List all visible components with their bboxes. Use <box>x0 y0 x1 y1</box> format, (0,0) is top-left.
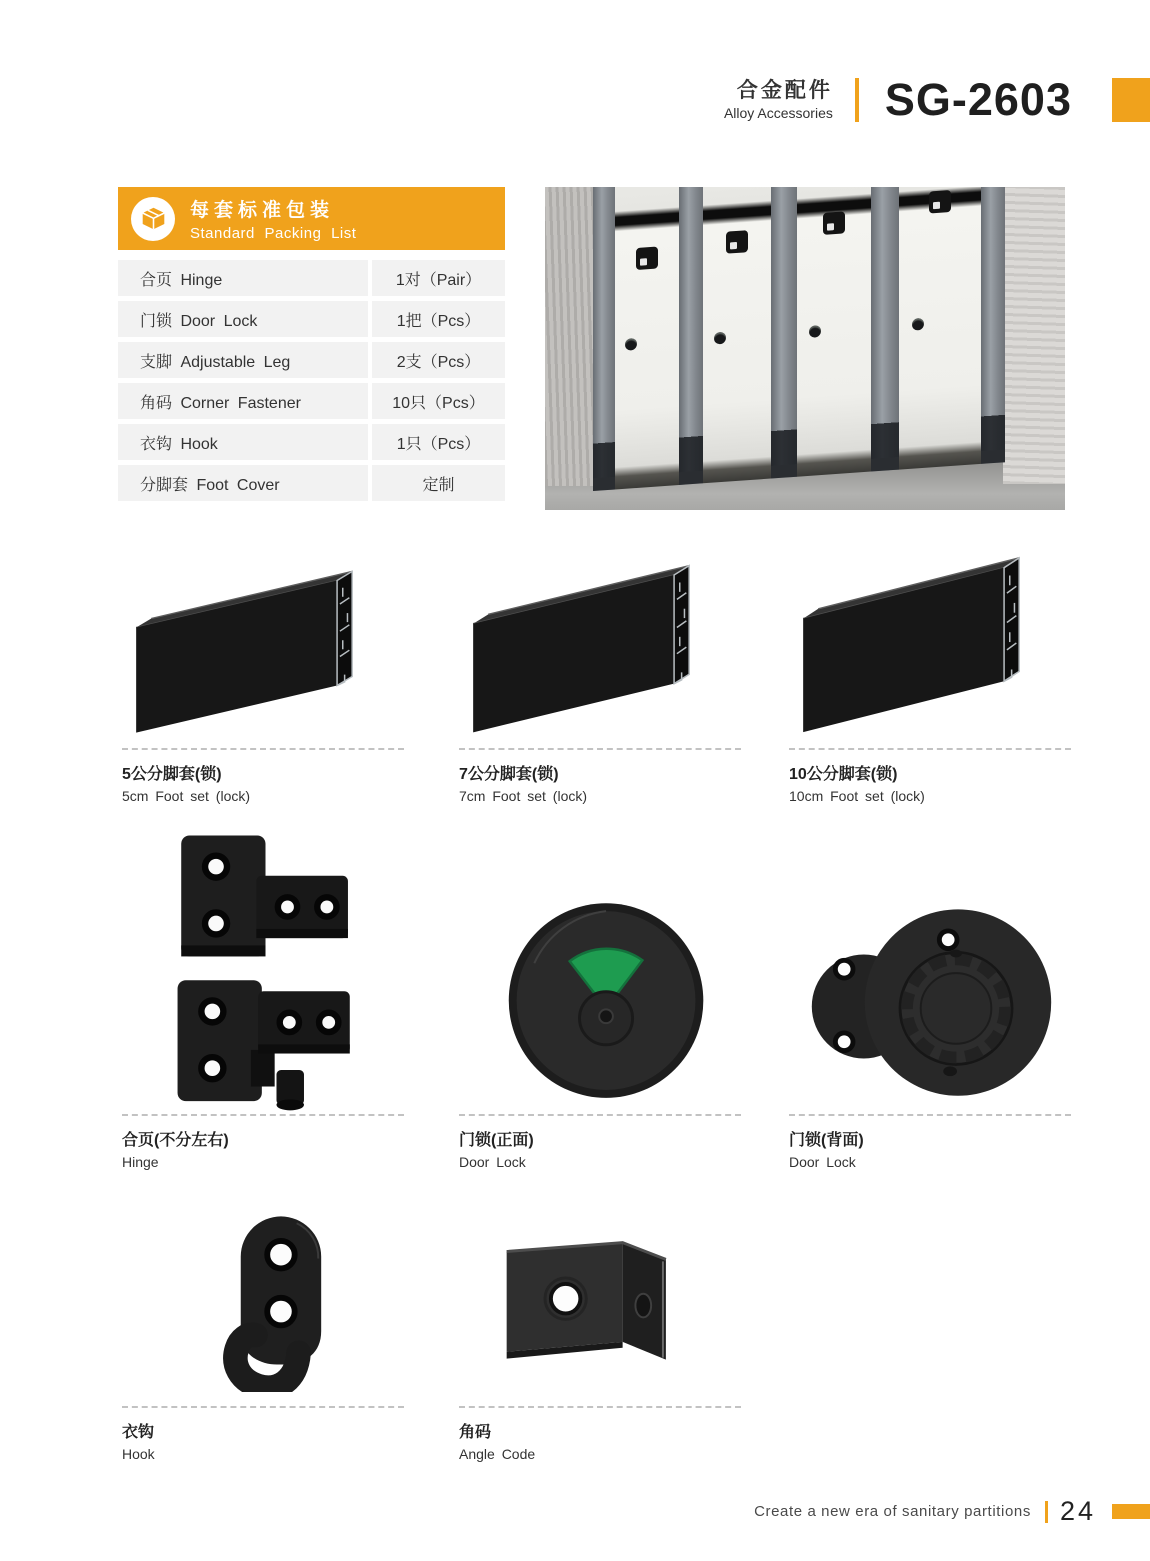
product-label <box>459 748 741 804</box>
door-lock-knob <box>625 338 637 351</box>
qty-cell: 定制 <box>372 465 505 501</box>
product-label <box>122 1406 404 1462</box>
packing-list <box>118 187 505 501</box>
product-image-area <box>122 1128 422 1406</box>
product-name-zh: 7公分脚套(锁) <box>459 766 559 783</box>
footer-divider <box>1045 1501 1048 1523</box>
product-image-area <box>122 826 422 1114</box>
partition-cubicles-photo <box>545 187 1065 510</box>
product-label <box>122 748 404 804</box>
product-hook <box>122 1128 422 1462</box>
footer-slogan: Create a new era of sanitary partitions <box>754 1503 1031 1520</box>
product-foot-set-10cm <box>789 552 1089 804</box>
item-cell: 合页 Hinge <box>118 260 368 296</box>
product-label <box>459 1406 741 1462</box>
partition-row <box>593 187 1005 491</box>
product-label <box>789 748 1071 804</box>
table-row <box>118 342 505 378</box>
item-cell: 角码 Corner Fastener <box>118 383 368 419</box>
door-lock-back-image <box>801 904 1061 1106</box>
packing-titles <box>190 195 356 242</box>
header-divider <box>855 78 859 122</box>
cubicle-door <box>899 187 981 470</box>
product-image-area <box>789 552 1089 748</box>
door-lock-front-image <box>495 898 721 1110</box>
product-image-area <box>459 826 759 1114</box>
category-title-zh: 合金配件 <box>736 78 833 102</box>
right-wall <box>1003 187 1065 484</box>
product-name-zh: 10公分脚套(锁) <box>789 766 898 783</box>
foot-set-profile-image <box>122 566 405 738</box>
product-name-zh: 衣钩 <box>122 1424 155 1441</box>
cubicle-door <box>797 187 871 477</box>
page-number: 24 <box>1059 1496 1096 1526</box>
page-header <box>724 74 1150 126</box>
product-name-zh: 门锁(正面) <box>459 1132 534 1149</box>
packing-table <box>118 260 505 501</box>
product-image-area <box>459 1128 759 1406</box>
door-lock-knob <box>809 325 821 338</box>
product-name-zh: 门锁(背面) <box>789 1132 864 1149</box>
packing-title-zh: 每套标准包装 <box>190 200 335 221</box>
accent-block <box>1112 78 1150 122</box>
product-hinge <box>122 826 422 1170</box>
item-cell: 衣钩 Hook <box>118 424 368 460</box>
item-cell: 支脚 Adjustable Leg <box>118 342 368 378</box>
pilaster <box>981 187 1005 464</box>
pilaster <box>871 187 899 472</box>
table-row <box>118 383 505 419</box>
product-image-area <box>789 826 1089 1114</box>
product-name-zh: 合页(不分左右) <box>122 1132 229 1149</box>
door-lock-knob <box>714 332 726 345</box>
product-label <box>789 1114 1071 1170</box>
product-name-en: Angle Code <box>459 1446 536 1462</box>
table-row <box>118 301 505 337</box>
qty-cell: 1把（Pcs） <box>372 301 505 337</box>
product-name-en: 7cm Foot set (lock) <box>459 788 588 804</box>
packing-list-header <box>118 187 505 250</box>
door-sign <box>636 246 658 270</box>
qty-cell: 1只（Pcs） <box>372 424 505 460</box>
cubicle-door <box>615 187 679 489</box>
product-name-en: 5cm Foot set (lock) <box>122 788 251 804</box>
foot-set-profile-image <box>459 560 742 738</box>
product-image-area <box>459 552 759 748</box>
model-number: SG-2603 <box>884 74 1072 125</box>
page-footer <box>754 1496 1150 1527</box>
pilaster <box>771 187 797 479</box>
product-name-en: 10cm Foot set (lock) <box>789 788 925 804</box>
angle-bracket-image <box>479 1222 725 1394</box>
item-cell: 分脚套 Foot Cover <box>118 465 368 501</box>
product-foot-set-7cm <box>459 552 759 804</box>
product-foot-set-5cm <box>122 552 422 804</box>
qty-cell: 1对（Pair） <box>372 260 505 296</box>
door-sign <box>726 230 748 254</box>
cubicle-door <box>703 187 771 483</box>
left-wall <box>545 187 595 486</box>
product-name-en: Hook <box>122 1446 155 1462</box>
product-name-en: Door Lock <box>459 1154 526 1170</box>
pilaster <box>593 187 615 491</box>
package-box-icon <box>131 197 175 241</box>
hook-image <box>180 1186 378 1392</box>
door-sign <box>929 190 951 214</box>
door-lock-knob <box>912 318 924 331</box>
hinge-image <box>140 830 402 1114</box>
category-block <box>724 79 833 121</box>
table-row <box>118 465 505 501</box>
product-door-lock-back <box>789 826 1089 1170</box>
product-name-zh: 角码 <box>459 1424 492 1441</box>
foot-set-profile-image <box>789 552 1072 738</box>
product-door-lock-front <box>459 826 759 1170</box>
product-name-zh: 5公分脚套(锁) <box>122 766 222 783</box>
table-row <box>118 260 505 296</box>
qty-cell: 2支（Pcs） <box>372 342 505 378</box>
product-name-en: Hinge <box>122 1154 159 1170</box>
footer-accent-block <box>1112 1504 1150 1519</box>
pilaster <box>679 187 703 485</box>
table-row <box>118 424 505 460</box>
product-angle-code <box>459 1128 759 1462</box>
packing-title-en: Standard Packing List <box>190 225 357 242</box>
item-cell: 门锁 Door Lock <box>118 301 368 337</box>
qty-cell: 10只（Pcs） <box>372 383 505 419</box>
door-sign <box>823 211 845 235</box>
product-image-area <box>122 552 422 748</box>
product-name-en: Door Lock <box>789 1154 856 1170</box>
category-title-en: Alloy Accessories <box>723 105 833 122</box>
